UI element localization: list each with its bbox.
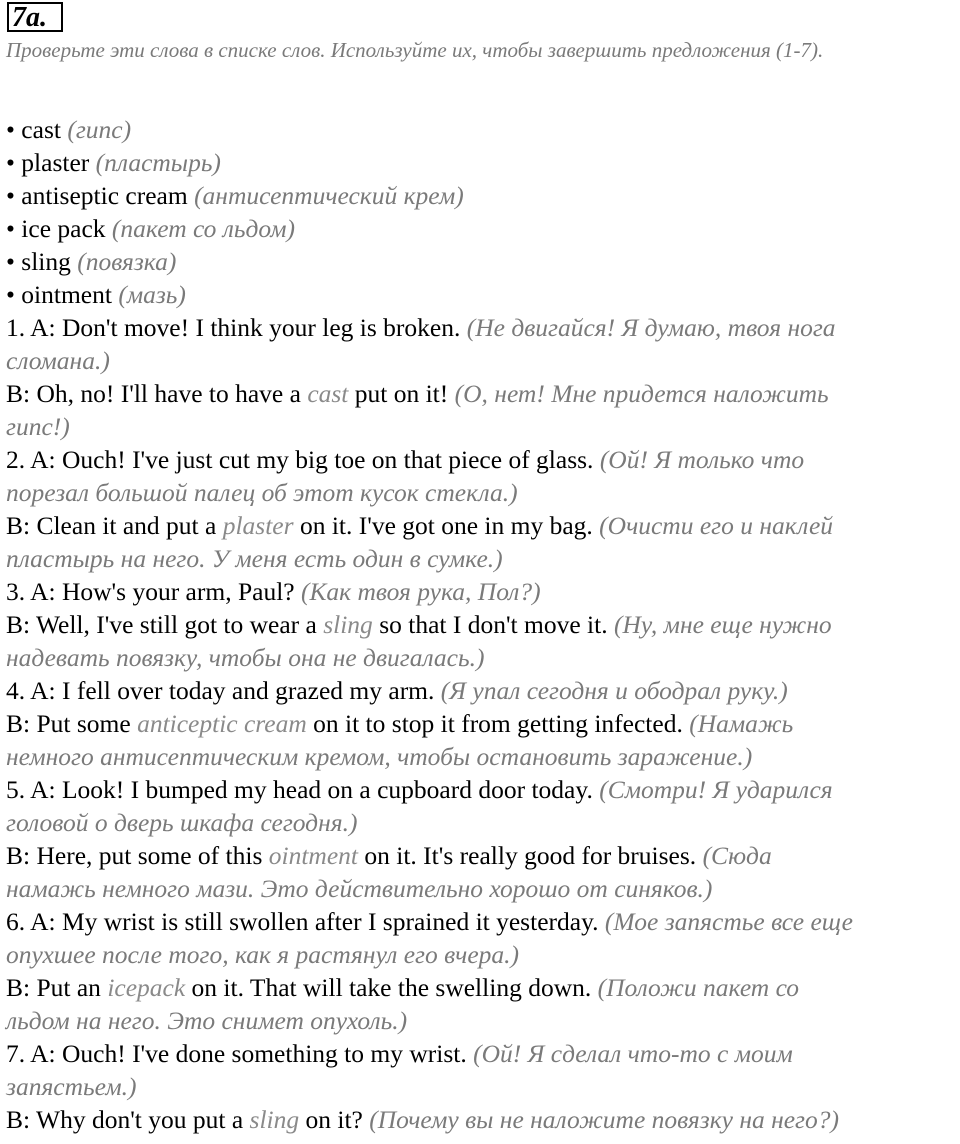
dialogue-line (6, 1103, 956, 1136)
exercise-label: 7a. (7, 2, 63, 32)
answer-word: icepack (107, 973, 186, 1002)
english-text: B: Why don't you put a (6, 1105, 250, 1134)
answer-word: plaster (222, 511, 294, 540)
english-text: on it? (299, 1105, 370, 1134)
word-english: • ice pack (6, 214, 106, 243)
russian-translation: сломана.) (6, 346, 110, 375)
english-text: B: Clean it and put a (6, 511, 223, 540)
word-translation: (гипс) (67, 115, 132, 144)
dialogue-line (6, 1004, 956, 1037)
dialogue-line (6, 839, 956, 872)
english-text: so that I don't move it. (372, 610, 614, 639)
word-translation: (повязка) (77, 247, 177, 276)
russian-translation: надевать повязку, чтобы она не двигалась.) (6, 643, 485, 672)
russian-translation: запястьем.) (6, 1072, 137, 1101)
russian-translation: (О, нет! Мне придется наложить (454, 379, 829, 408)
english-text: 6. A: My wrist is still swollen after I sprained it yesterday. (6, 907, 605, 936)
dialogue-line (6, 410, 956, 443)
english-text: on it to stop it from getting infected. (306, 709, 690, 738)
english-text: on it. That will take the swelling down. (185, 973, 598, 1002)
word-english: • antiseptic cream (6, 181, 188, 210)
answer-word: cast (307, 379, 349, 408)
answer-word: ointment (268, 841, 359, 870)
word-english: • sling (6, 247, 71, 276)
dialogue-line (6, 905, 956, 938)
word-translation: (антисептический крем) (194, 181, 464, 210)
word-list-item (6, 245, 956, 278)
dialogue-line (6, 773, 956, 806)
word-list-item (6, 113, 956, 146)
word-english: • ointment (6, 280, 112, 309)
russian-translation: (Почему вы не наложите повязку на него?) (369, 1105, 839, 1134)
russian-translation: пластырь на него. У меня есть один в сумке.) (6, 544, 503, 573)
english-text: 3. A: How's your arm, Paul? (6, 577, 301, 606)
russian-translation: (Мое запястье все еще (604, 907, 853, 936)
answer-word: anticeptic cream (137, 709, 307, 738)
russian-translation: намажь немного мази. Это действительно хорошо от синяков.) (6, 874, 713, 903)
word-translation: (пластырь) (95, 148, 221, 177)
word-translation: (мазь) (118, 280, 186, 309)
english-text: B: Well, I've still got to wear a (6, 610, 324, 639)
word-list-item (6, 146, 956, 179)
dialogue-line (6, 575, 956, 608)
english-text: put on it! (348, 379, 455, 408)
english-text: B: Here, put some of this (6, 841, 269, 870)
dialogue-line (6, 1037, 956, 1070)
english-text: 7. A: Ouch! I've done something to my wrist. (6, 1039, 474, 1068)
dialogue-line (6, 344, 956, 377)
word-list-item (6, 179, 956, 212)
dialogue-line (6, 641, 956, 674)
word-english: • plaster (6, 148, 90, 177)
russian-translation: (Очисти его и наклей (599, 511, 834, 540)
english-text: on it. I've got one in my bag. (293, 511, 600, 540)
dialogue-line (6, 740, 956, 773)
word-list-item (6, 212, 956, 245)
dialogue-line (6, 872, 956, 905)
dialogue-line (6, 1070, 956, 1103)
russian-translation: (Сюда (702, 841, 772, 870)
russian-translation: немного антисептическим кремом, чтобы остановить заражение.) (6, 742, 753, 771)
dialogue-line (6, 476, 956, 509)
english-text: 1. A: Don't move! I think your leg is broken. (6, 313, 467, 342)
english-text: B: Put some (6, 709, 138, 738)
english-text: 2. A: Ouch! I've just cut my big toe on that piece of glass. (6, 445, 600, 474)
dialogue-line (6, 443, 956, 476)
english-text: 4. A: I fell over today and grazed my arm. (6, 676, 441, 705)
word-english: • cast (6, 115, 61, 144)
dialogue-line (6, 707, 956, 740)
russian-translation: (Смотри! Я ударился (599, 775, 833, 804)
english-text: B: Oh, no! I'll have to have a (6, 379, 308, 408)
dialogue-line (6, 608, 956, 641)
russian-translation: (Ой! Я только что (599, 445, 805, 474)
instruction-text: Проверьте эти слова в списке слов. Используйте их, чтобы завершить предложения (1-7). (6, 38, 824, 62)
word-translation: (пакет со льдом) (111, 214, 295, 243)
russian-translation: (Положи пакет со (597, 973, 800, 1002)
english-text: B: Put an (6, 973, 108, 1002)
russian-translation: порезал большой палец об этот кусок стекла.) (6, 478, 518, 507)
russian-translation: опухшее после того, как я растянул его вчера.) (6, 940, 520, 969)
word-list-item (6, 278, 956, 311)
russian-translation: (Не двигайся! Я думаю, твоя нога (466, 313, 836, 342)
dialogue-line (6, 542, 956, 575)
dialogue-line (6, 971, 956, 1004)
english-text: 5. A: Look! I bumped my head on a cupboard door today. (6, 775, 600, 804)
dialogue-line (6, 377, 956, 410)
russian-translation: (Ну, мне еще нужно (613, 610, 832, 639)
russian-translation: (Ой! Я сделал что-то с моим (473, 1039, 793, 1068)
answer-word: sling (249, 1105, 300, 1134)
exercise-body (6, 113, 956, 1136)
answer-word: sling (323, 610, 373, 639)
dialogue-line (6, 674, 956, 707)
russian-translation: (Я упал сегодня и ободрал руку.) (440, 676, 788, 705)
english-text: on it. It's really good for bruises. (358, 841, 703, 870)
russian-translation: (Намажь (689, 709, 794, 738)
russian-translation: льдом на него. Это снимет опухоль.) (6, 1006, 408, 1035)
dialogue-line (6, 509, 956, 542)
dialogue-line (6, 938, 956, 971)
russian-translation: (Как твоя рука, Пол?) (300, 577, 541, 606)
dialogue-line (6, 806, 956, 839)
russian-translation: головой о дверь шкафа сегодня.) (6, 808, 358, 837)
dialogue-line (6, 311, 956, 344)
russian-translation: гипс!) (6, 412, 70, 441)
